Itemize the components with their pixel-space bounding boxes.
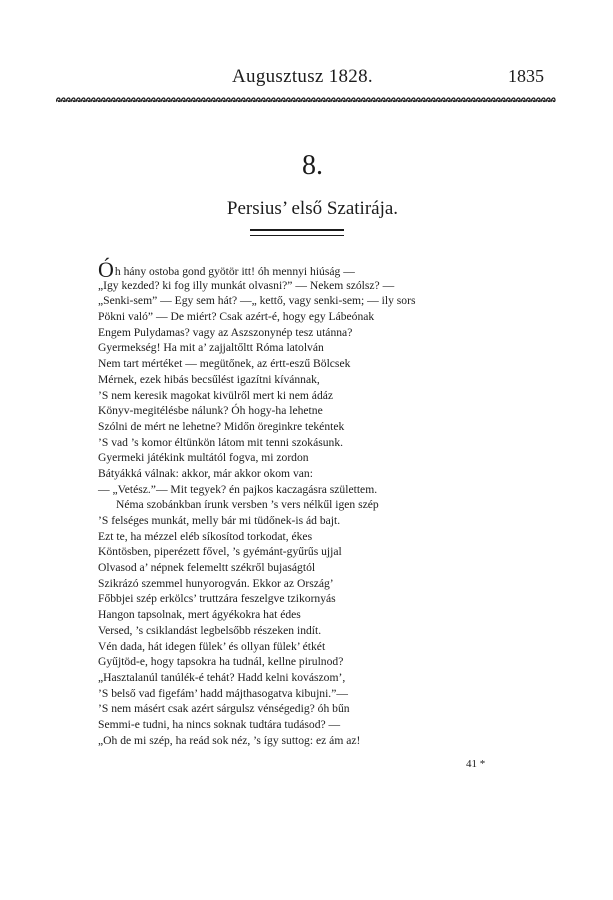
page-number: 1835 bbox=[508, 66, 544, 86]
poem-line-text: Szikrázó szemmel hunyorogván. Ekkor az Ország’ bbox=[98, 576, 334, 590]
poem-line bbox=[98, 356, 518, 372]
poem-line-text: ’S felséges munkát, melly bár mi tüdőnek-is ád bajt. bbox=[98, 514, 341, 527]
poem-line bbox=[98, 733, 518, 749]
poem-body bbox=[98, 257, 518, 748]
signature-mark: 41 * bbox=[466, 758, 486, 770]
poem-line-text: Vén dada, hát idegen fülek’ és ollyan fülek’ étkét bbox=[98, 639, 326, 653]
poem-line bbox=[98, 293, 518, 309]
poem-line-text: Gyermekség! Ha mit a’ zajjaltőltt Róma latolván bbox=[98, 341, 324, 355]
poem-line bbox=[98, 325, 518, 341]
poem-line-text: Köntösben, piperézett fővel, ’s gyémánt-gyűrűs ujjal bbox=[98, 545, 342, 559]
poem-line-text: ’S nem keresik magokat kivülről mert ki nem ádáz bbox=[98, 388, 334, 402]
poem-line bbox=[98, 591, 518, 607]
poem-line bbox=[98, 497, 518, 513]
poem-line-text: „Oh de mi szép, ha reád sok néz, ’s így suttog: ez ám az! bbox=[98, 733, 361, 747]
poem-line-text: Néma szobánkban írunk versben ’s vers nélkűl igen szép bbox=[116, 498, 379, 512]
poem-line-text: — „Vetész.”— Mit tegyek? én pajkos kaczagásra születtem. bbox=[98, 482, 378, 496]
poem-line-text: Nem tart mértéket — megütőnek, az értt-eszű Bölcsek bbox=[98, 357, 351, 371]
poem-line bbox=[98, 419, 518, 435]
poem-line-text: Hangon tapsolnak, mert ágyékokra hat édes bbox=[98, 608, 301, 622]
poem-line-text: Gyűjtöd-e, hogy tapsokra ha tudnál, kellne pirulnod? bbox=[98, 655, 344, 669]
poem-line bbox=[98, 607, 518, 623]
drop-cap: Ó bbox=[98, 257, 114, 282]
poem-line bbox=[98, 403, 518, 419]
poem-line bbox=[98, 529, 518, 545]
poem-line-text: Gyermeki játékink multától fogva, mi zordon bbox=[98, 451, 309, 465]
poem-line bbox=[98, 639, 518, 655]
poem-line bbox=[98, 372, 518, 388]
section-number: 8. bbox=[302, 150, 323, 181]
poem-line-text: h hány ostoba gond gyötör itt! óh mennyi hiúság — bbox=[114, 265, 355, 278]
poem-line-text: Versed, ’s csiklandást legbelsőbb részeken indít. bbox=[98, 623, 322, 637]
ornamental-border bbox=[56, 96, 556, 104]
poem-line bbox=[98, 560, 518, 576]
poem-line-text: ’S vad ’s komor éltünkön látom mit tenni szokásunk. bbox=[98, 435, 344, 449]
poem-line-text: Ezt te, ha mézzel eléb síkosítod torkodat, ékes bbox=[98, 529, 313, 543]
poem-line bbox=[98, 686, 518, 702]
title-rule bbox=[250, 229, 344, 236]
poem-line-text: Bátyákká válnak: akkor, már akkor okom van: bbox=[98, 466, 313, 480]
poem-line-text: ’S nem másért csak azért sárgulsz vénségedig? óh bűn bbox=[98, 702, 350, 716]
poem-line bbox=[98, 257, 518, 282]
poem-line-text: Főbbjei szép erkölcs’ truttzára feszelgve tzikornyás bbox=[98, 592, 336, 606]
poem-line bbox=[98, 435, 518, 451]
poem-line-text: Olvasod a’ népnek felemeltt székről bujaságtól bbox=[98, 561, 316, 575]
poem-title: Persius’ első Szatirája. bbox=[226, 198, 399, 219]
poem-line-text: „Senki-sem” — Egy sem hát? —„ kettő, vagy senki-sem; — ily sors bbox=[98, 294, 416, 308]
poem-line bbox=[98, 482, 518, 498]
poem-line bbox=[98, 450, 518, 466]
poem-line bbox=[98, 513, 518, 529]
poem-line bbox=[98, 717, 518, 733]
poem-line-text: Mérnek, ezek hibás becsűlést igazítni kívánnak, bbox=[98, 372, 320, 386]
poem-line bbox=[98, 544, 518, 560]
poem-line bbox=[98, 278, 518, 294]
poem-line bbox=[98, 670, 518, 686]
running-head bbox=[0, 66, 613, 90]
poem-line bbox=[98, 701, 518, 717]
poem-line-text: ’S belső vad figefám’ hadd májthasogatva kibujni.”— bbox=[98, 686, 348, 700]
poem-line bbox=[98, 623, 518, 639]
poem-line bbox=[98, 388, 518, 404]
poem-line bbox=[98, 340, 518, 356]
poem-line bbox=[98, 309, 518, 325]
poem-line-text: Pökni való” — De miért? Csak azért-é, hogy egy Lábeónak bbox=[98, 310, 375, 324]
running-head-title: Augusztusz 1828. bbox=[232, 66, 373, 87]
poem-line-text: „Igy kezded? ki fog illy munkát olvasni?” — Nekem szólsz? — bbox=[98, 278, 395, 292]
poem-line-text: Semmi-e tudni, ha nincs soknak tudtára tudásod? — bbox=[98, 717, 341, 731]
poem-line-text: Könyv-megitélésbe nálunk? Óh hogy-ha lehetne bbox=[98, 404, 323, 418]
poem-line-text: Engem Pulydamas? vagy az Aszszonynép tesz utánna? bbox=[98, 325, 353, 339]
poem-line-text: Szólni de mért ne lehetne? Midőn öreginkre tekéntek bbox=[98, 419, 345, 433]
poem-line-text: „Hasztalanúl tanúlék-é tehát? Hadd kelni kovászom’, bbox=[98, 670, 346, 684]
poem-line bbox=[98, 466, 518, 482]
poem-line bbox=[98, 654, 518, 670]
poem-line bbox=[98, 576, 518, 592]
